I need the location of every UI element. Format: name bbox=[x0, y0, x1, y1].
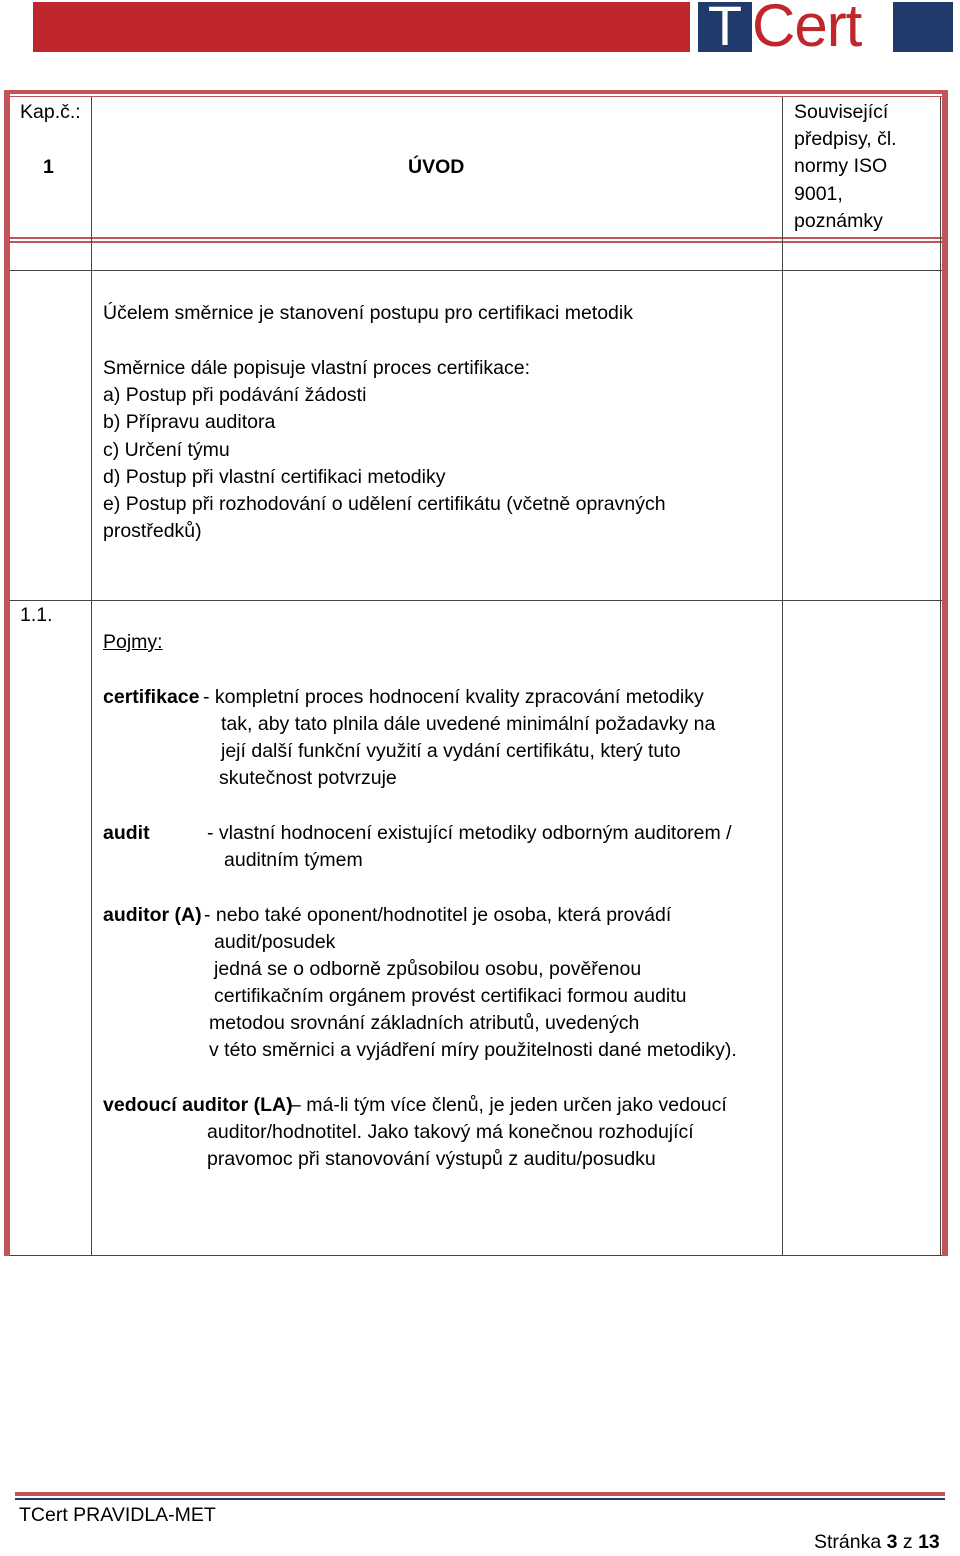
footer-rule-blue bbox=[15, 1498, 945, 1500]
kap-number: 1 bbox=[43, 156, 54, 178]
header-blue-bar bbox=[893, 2, 953, 52]
process-list bbox=[103, 355, 666, 545]
footer-rule-red bbox=[15, 1492, 945, 1496]
term-auditor: auditor (A) bbox=[103, 904, 202, 926]
term-certifikace: certifikace bbox=[103, 686, 200, 708]
related-label: Související předpisy, čl. normy ISO 9001, poznámky bbox=[794, 101, 897, 232]
process-line: e) Postup při rozhodování o udělení certifikátu (včetně opravných bbox=[103, 493, 666, 516]
kap-label: Kap.č.: bbox=[20, 101, 81, 123]
definition-line: - vlastní hodnocení existující metodiky odborným auditorem / bbox=[207, 822, 732, 844]
definition-line: certifikačním orgánem provést certifikaci formou auditu bbox=[214, 985, 687, 1007]
definition-line: její další funkční využití a vydání certifikátu, který tuto bbox=[221, 740, 681, 762]
term-lead-auditor: vedoucí auditor (LA) bbox=[103, 1094, 293, 1116]
chapter-table bbox=[4, 90, 948, 1256]
chapter-title: ÚVOD bbox=[408, 156, 465, 178]
definition-line: skutečnost potvrzuje bbox=[219, 767, 397, 789]
table-header-bottom-line bbox=[10, 237, 942, 243]
process-line: a) Postup při podávání žádosti bbox=[103, 384, 367, 407]
section-number: 1.1. bbox=[20, 604, 53, 626]
footer-doc-id: TCert PRAVIDLA-MET bbox=[19, 1504, 216, 1526]
process-line: b) Přípravu auditora bbox=[103, 411, 276, 434]
definition-line: jedná se o odborně způsobilou osobu, pověřenou bbox=[214, 958, 642, 980]
process-line: Směrnice dále popisuje vlastní proces certifikace: bbox=[103, 357, 531, 379]
table-header-top-line bbox=[10, 96, 942, 97]
logo-cert: Cert bbox=[752, 0, 862, 59]
page-number: Stránka 3 z 13 bbox=[814, 1531, 940, 1553]
process-line: prostředků) bbox=[103, 520, 202, 543]
definition-line: auditor/hodnotitel. Jako takový má konečnou rozhodující bbox=[207, 1121, 694, 1143]
term-audit: audit bbox=[103, 822, 150, 844]
logo-t: T bbox=[707, 0, 743, 57]
definition-line: pravomoc při stanovování výstupů z auditu/posudku bbox=[207, 1148, 656, 1170]
definition-line: metodou srovnání základních atributů, uvedených bbox=[209, 1012, 640, 1034]
definition-line: - nebo také oponent/hodnotitel je osoba, která provádí bbox=[204, 904, 672, 926]
definition-line: audit/posudek bbox=[214, 931, 336, 953]
definition-line: tak, aby tato plnila dále uvedené minimální požadavky na bbox=[221, 713, 716, 735]
table-column-divider bbox=[91, 97, 92, 1255]
section-heading: Pojmy: bbox=[103, 631, 163, 653]
table-column-divider bbox=[782, 97, 783, 1255]
table-row-divider bbox=[10, 270, 942, 271]
process-line: c) Určení týmu bbox=[103, 438, 230, 461]
definition-line: - kompletní proces hodnocení kvality zpracování metodiky bbox=[203, 686, 704, 708]
definition-line: v této směrnici a vyjádření míry použitelnosti dané metodiky). bbox=[209, 1039, 737, 1061]
header-red-bar bbox=[33, 2, 690, 52]
definition-line: auditním týmem bbox=[224, 849, 363, 871]
purpose-text: Účelem směrnice je stanovení postupu pro certifikaci metodik bbox=[103, 302, 633, 324]
process-line: d) Postup při vlastní certifikaci metodiky bbox=[103, 465, 446, 488]
table-bottom-line bbox=[10, 1255, 942, 1256]
definition-line: – má-li tým více členů, je jeden určen jako vedoucí bbox=[290, 1094, 727, 1116]
table-column-divider bbox=[940, 97, 941, 1255]
table-row-divider bbox=[10, 600, 942, 601]
